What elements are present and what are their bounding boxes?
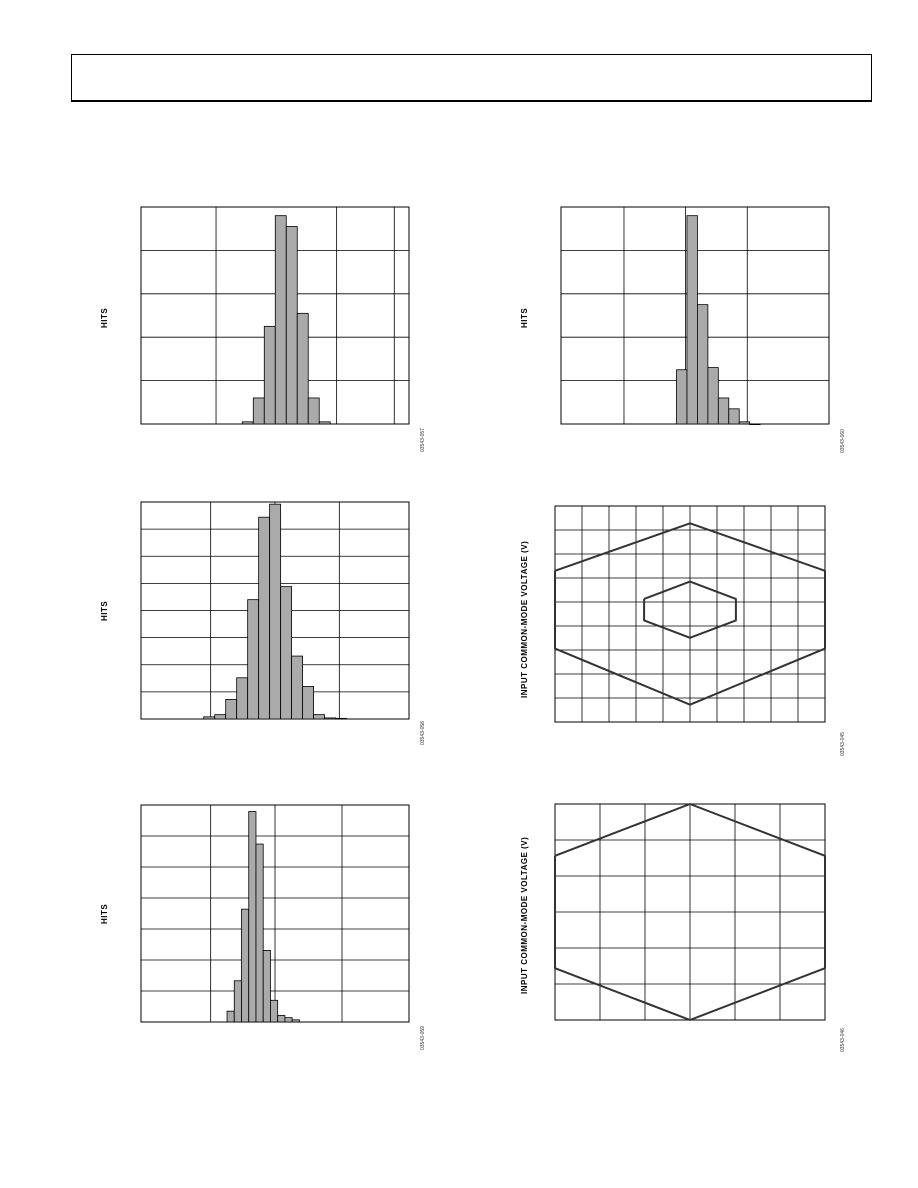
- histogram-bar: [263, 950, 270, 1022]
- histogram-bar: [278, 1015, 285, 1022]
- y-axis-label: INPUT COMMON-MODE VOLTAGE (V): [520, 540, 529, 698]
- figure-number: 03543-045: [840, 732, 846, 756]
- histogram-bar: [264, 326, 275, 424]
- histogram-bar: [314, 715, 325, 719]
- histogram-bar: [286, 227, 297, 424]
- histogram-bar: [249, 812, 256, 1022]
- histogram-bar: [729, 409, 739, 424]
- figure-hist-2: [100, 495, 440, 755]
- histogram-bar: [308, 398, 319, 424]
- histogram-bar: [234, 981, 241, 1022]
- histogram-bar: [750, 424, 760, 425]
- histogram-bar: [325, 718, 336, 719]
- figure-number: 03543-060: [840, 429, 846, 453]
- histogram-bar: [708, 368, 718, 424]
- y-axis-label: HITS: [100, 600, 109, 621]
- common-mode-chart: [518, 500, 858, 760]
- histogram-bar: [227, 1011, 234, 1022]
- histogram-chart: [100, 200, 440, 460]
- histogram-bar: [204, 717, 215, 719]
- figure-hist-3: [100, 798, 440, 1058]
- histogram-bar: [215, 715, 226, 719]
- histogram-bar: [687, 216, 697, 424]
- figure-number: 03543-057: [420, 428, 426, 452]
- histogram-bar: [285, 1018, 292, 1022]
- y-axis-label: HITS: [100, 903, 109, 924]
- histogram-bar: [697, 305, 707, 424]
- histogram-bar: [718, 398, 728, 424]
- histogram-bar: [739, 422, 749, 424]
- figure-hist-4: [520, 200, 860, 460]
- histogram-bar: [253, 398, 264, 424]
- histogram-bar: [256, 844, 263, 1022]
- histogram-bar: [270, 1000, 277, 1022]
- y-axis-label: HITS: [520, 307, 529, 328]
- histogram-bar: [297, 313, 308, 424]
- histogram-chart: [100, 495, 440, 755]
- histogram-bar: [275, 216, 286, 424]
- y-axis-label: INPUT COMMON-MODE VOLTAGE (V): [520, 836, 529, 994]
- figure-number: 03543-058: [420, 721, 426, 745]
- histogram-bar: [319, 422, 330, 424]
- histogram-bar: [303, 686, 314, 719]
- histogram-bar: [226, 699, 237, 719]
- common-mode-chart: [518, 798, 858, 1058]
- histogram-bar: [259, 517, 270, 719]
- y-axis-label: HITS: [100, 307, 109, 328]
- histogram-bar: [281, 587, 292, 719]
- figure-number: 03543-059: [420, 1026, 426, 1050]
- histogram-bar: [292, 656, 303, 719]
- histogram-bar: [270, 504, 281, 719]
- histogram-bar: [242, 909, 249, 1022]
- histogram-bar: [248, 600, 259, 719]
- histogram-bar: [336, 718, 347, 719]
- histogram-bar: [237, 678, 248, 719]
- histogram-chart: [100, 798, 440, 1058]
- histogram-bar: [242, 422, 253, 424]
- histogram-chart: [520, 200, 860, 460]
- figure-number: 03543-046: [840, 1028, 846, 1052]
- page-header: [71, 54, 872, 102]
- figure-common-mode-1: [518, 500, 858, 760]
- histogram-bar: [292, 1020, 299, 1022]
- figure-common-mode-2: [518, 798, 858, 1058]
- figure-hist-1: [100, 200, 440, 460]
- histogram-bar: [677, 370, 687, 424]
